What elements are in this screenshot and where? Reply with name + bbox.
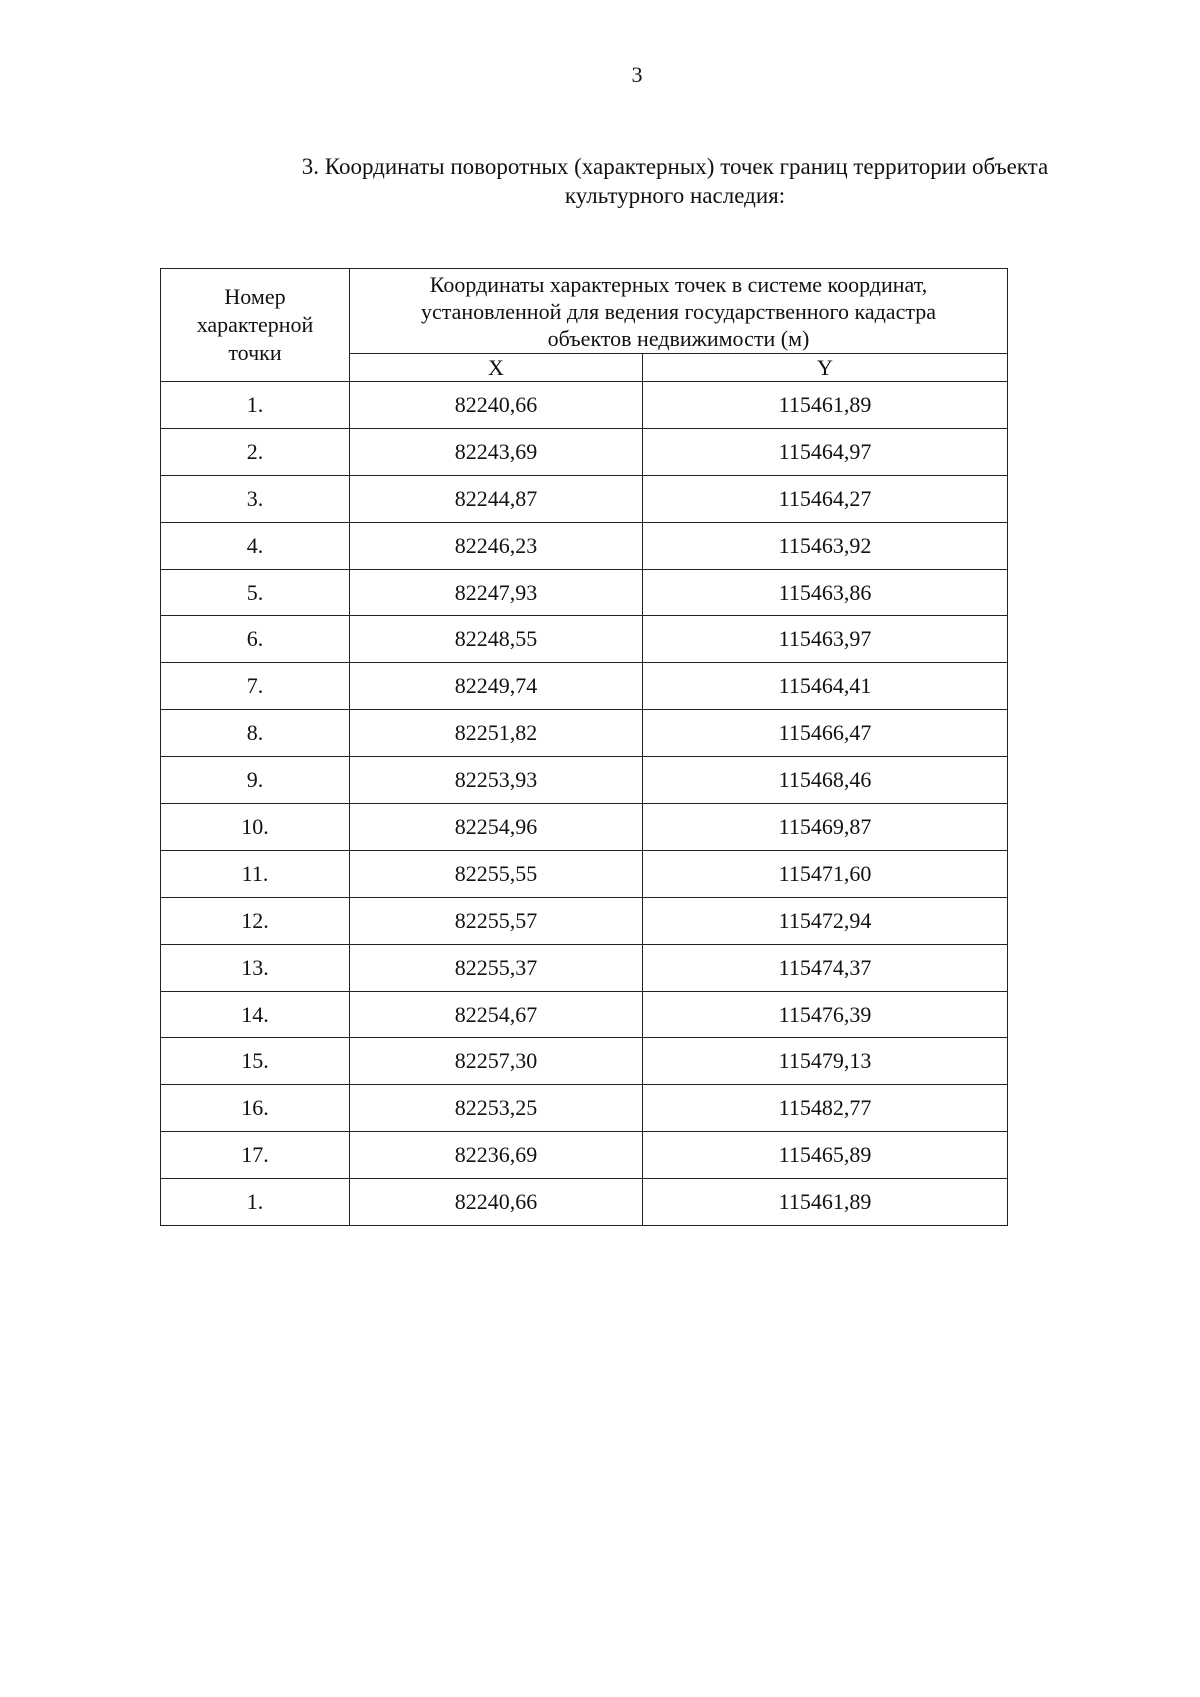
x-coordinate-cell: 82253,93 <box>350 757 643 804</box>
x-coordinate-cell: 82257,30 <box>350 1038 643 1085</box>
table-row <box>161 569 1008 616</box>
coordinates-table-header <box>161 269 1008 382</box>
x-coordinate-cell: 82255,57 <box>350 897 643 944</box>
table-row <box>161 1085 1008 1132</box>
table-row <box>161 991 1008 1038</box>
x-coordinate-cell: 82253,25 <box>350 1085 643 1132</box>
table-row <box>161 428 1008 475</box>
y-coordinate-cell: 115465,89 <box>643 1132 1008 1179</box>
y-column-header: Y <box>643 354 1008 382</box>
y-coordinate-cell: 115463,92 <box>643 522 1008 569</box>
table-row <box>161 710 1008 757</box>
y-coordinate-cell: 115472,94 <box>643 897 1008 944</box>
point-number-cell: 10. <box>161 804 350 851</box>
point-number-cell: 3. <box>161 475 350 522</box>
x-coordinate-cell: 82240,66 <box>350 1179 643 1226</box>
y-coordinate-cell: 115482,77 <box>643 1085 1008 1132</box>
point-number-cell: 12. <box>161 897 350 944</box>
y-coordinate-cell: 115471,60 <box>643 850 1008 897</box>
point-number-cell: 8. <box>161 710 350 757</box>
table-row <box>161 1179 1008 1226</box>
table-row <box>161 897 1008 944</box>
coordinates-header-line-3: объектов недвижимости (м) <box>547 325 810 351</box>
point-number-cell: 11. <box>161 850 350 897</box>
y-coordinate-cell: 115469,87 <box>643 804 1008 851</box>
table-row <box>161 757 1008 804</box>
coordinates-header-line-1: Координаты характерных точек в системе координат, <box>429 271 928 297</box>
x-coordinate-cell: 82255,37 <box>350 944 643 991</box>
x-coordinate-cell: 82249,74 <box>350 663 643 710</box>
section-heading <box>250 152 1100 210</box>
table-row <box>161 804 1008 851</box>
table-row <box>161 522 1008 569</box>
table-row <box>161 616 1008 663</box>
x-coordinate-cell: 82246,23 <box>350 522 643 569</box>
x-coordinate-cell: 82244,87 <box>350 475 643 522</box>
point-number-cell: 4. <box>161 522 350 569</box>
table-row <box>161 475 1008 522</box>
table-row <box>161 944 1008 991</box>
y-coordinate-cell: 115468,46 <box>643 757 1008 804</box>
table-row <box>161 1132 1008 1179</box>
x-column-header: X <box>350 354 643 382</box>
point-number-cell: 5. <box>161 569 350 616</box>
x-coordinate-cell: 82254,67 <box>350 991 643 1038</box>
section-heading-line-2: культурного наследия: <box>564 183 786 208</box>
point-number-cell: 16. <box>161 1085 350 1132</box>
x-coordinate-cell: 82247,93 <box>350 569 643 616</box>
table-row <box>161 850 1008 897</box>
point-number-cell: 14. <box>161 991 350 1038</box>
point-number-cell: 9. <box>161 757 350 804</box>
y-coordinate-cell: 115463,97 <box>643 616 1008 663</box>
y-coordinate-cell: 115461,89 <box>643 382 1008 429</box>
section-heading-line-1: 3. Координаты поворотных (характерных) точек границ территории объекта <box>301 154 1049 179</box>
y-coordinate-cell: 115464,27 <box>643 475 1008 522</box>
y-coordinate-cell: 115464,97 <box>643 428 1008 475</box>
point-number-header-line-1: Номер <box>224 284 286 309</box>
x-coordinate-cell: 82243,69 <box>350 428 643 475</box>
y-coordinate-cell: 115476,39 <box>643 991 1008 1038</box>
y-coordinate-cell: 115464,41 <box>643 663 1008 710</box>
table-row <box>161 382 1008 429</box>
point-number-header <box>161 269 350 382</box>
point-number-cell: 17. <box>161 1132 350 1179</box>
point-number-header-line-3: точки <box>228 340 282 365</box>
page-number: 3 <box>631 62 643 87</box>
y-coordinate-cell: 115461,89 <box>643 1179 1008 1226</box>
point-number-header-line-2: характерной <box>196 312 314 337</box>
table-row <box>161 663 1008 710</box>
x-coordinate-cell: 82248,55 <box>350 616 643 663</box>
point-number-cell: 6. <box>161 616 350 663</box>
y-coordinate-cell: 115474,37 <box>643 944 1008 991</box>
x-coordinate-cell: 82236,69 <box>350 1132 643 1179</box>
y-coordinate-cell: 115479,13 <box>643 1038 1008 1085</box>
point-number-cell: 13. <box>161 944 350 991</box>
point-number-cell: 15. <box>161 1038 350 1085</box>
x-coordinate-cell: 82254,96 <box>350 804 643 851</box>
x-coordinate-cell: 82251,82 <box>350 710 643 757</box>
point-number-cell: 2. <box>161 428 350 475</box>
point-number-cell: 7. <box>161 663 350 710</box>
point-number-cell: 1. <box>161 382 350 429</box>
coordinates-header-line-2: установленной для ведения государственного кадастра <box>421 298 936 324</box>
y-coordinate-cell: 115463,86 <box>643 569 1008 616</box>
coordinates-header <box>350 269 1008 354</box>
x-coordinate-cell: 82240,66 <box>350 382 643 429</box>
y-coordinate-cell: 115466,47 <box>643 710 1008 757</box>
coordinates-table <box>160 268 1008 1226</box>
table-row <box>161 1038 1008 1085</box>
point-number-cell: 1. <box>161 1179 350 1226</box>
coordinates-table-body <box>161 382 1008 1226</box>
x-coordinate-cell: 82255,55 <box>350 850 643 897</box>
